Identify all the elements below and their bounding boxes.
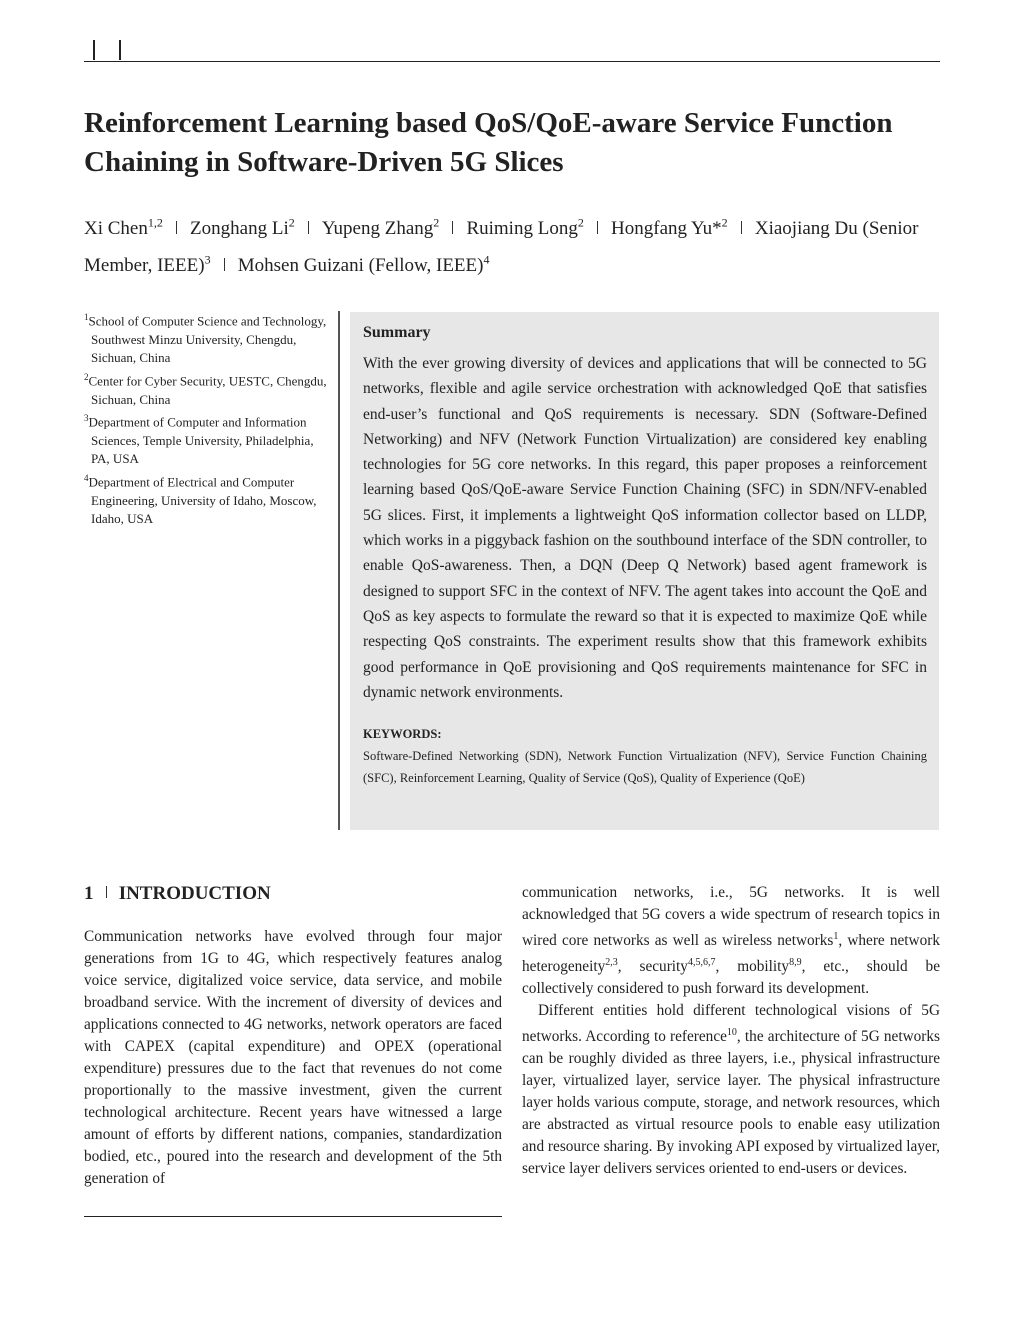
summary-heading: Summary — [363, 324, 431, 341]
citation: 4,5,6,7 — [687, 957, 716, 969]
left-column — [84, 926, 502, 1190]
author: Xiaojiang Du (Senior Member, IEEE)$^3$ — [84, 218, 919, 276]
citation: 10 — [726, 1027, 737, 1039]
author-list — [84, 208, 944, 281]
summary-text: With the ever growing diversity of devices and applications that will be connected to 5G networks, flexible and agile service orchestration with acknowledged QoE that satisfies end-user’s functional and QoS requirements is necessary. SDN (Software-Defined Networking) and NFV (Network Function Virtualization) are considered key enabling technologies for 5G core networks. In this regard, this paper proposes a reinforcement learning based QoS/QoE-aware Service Function Chaining (SFC) in SDN/NFV-enabled 5G slices. First, it implements a lightweight QoS information collector based on LLDP, which works in a piggyback fashion on the southbound interface of the SDN controller, to enable QoS-awareness. Then, a DQN (Deep Q Network) based agent framework is designed to support SFC in the context of NFV. The agent takes into account the QoE and QoS as key aspects to formulate the reward so that it is expected to maximize QoE while respecting QoS constraints. The experiment results show that this framework exhibits good performance in QoE provisioning and QoS requirements maintenance for SFC in dynamic network environments. — [363, 355, 927, 701]
keywords-heading: KEYWORDS: — [363, 727, 442, 742]
paragraph: Different entities hold different technological visions of 5G networks. According to reference$^{10}$, the architecture of 5G networks can be roughly divided as three layers, i.e., physical infrastructure layer, virtualized layer, service layer. The physical infrastructure layer holds various compute, storage, and network resources, which are abstracted as virtual resource pools to enable easy utilization and resource sharing. By invoking API exposed by virtualized layer, service layer delivers services oriented to end-users or devices. — [522, 1002, 940, 1178]
header-rule — [84, 61, 940, 62]
section-title: INTRODUCTION — [118, 883, 271, 904]
author: Yupeng Zhang$^2$ — [321, 216, 440, 240]
author: Xi Chen$^{1,2}$ — [84, 216, 163, 240]
affiliations — [84, 308, 329, 529]
author: Zonghang Li$^2$ — [190, 216, 295, 240]
affiliation: $^3$Department of Computer and Information Sciences, Temple University, Philadelphia, PA, USA — [84, 413, 314, 467]
citation: 2,3 — [605, 957, 618, 969]
affiliation: $^4$Department of Electrical and Computer Engineering, University of Idaho, Moscow, Idaho, USA — [84, 472, 317, 527]
summary-divider — [338, 311, 340, 830]
citation: 1 — [833, 931, 839, 942]
author: Ruiming Long$^2$ — [466, 216, 584, 240]
citation: 8,9 — [789, 957, 802, 969]
affiliation: $^1$School of Computer Science and Technology, Southwest Minzu University, Chengdu, Sichuan, China — [84, 312, 327, 366]
summary-box — [350, 312, 939, 830]
author: Mohsen Guizani (Fellow, IEEE)$^4$ — [237, 252, 490, 276]
paragraph: Communication networks have evolved through four major generations from 1G to 4G, which respectively features analog voice service, digitalized voice service, data service, and mobile broadband service. With the increment of diversity of devices and applications connected to 4G networks, network operators are faced with CAPEX (capital expenditure) and OPEX (operational expenditure) pressures due to the fact that revenues do not come proportionally to the massive investment, given the current technological architecture. Recent years have witnessed a large amount of efforts by different nations, companies, standardization bodied, etc., poured into the research and development of the 5th generation of — [84, 928, 502, 1187]
affiliation: $^2$Center for Cyber Security, UESTC, Chengdu, Sichuan, China — [84, 371, 327, 407]
running-header-marks — [93, 40, 133, 62]
section-number: 1 — [84, 883, 94, 904]
paragraph: communication networks, i.e., 5G networks. It is well acknowledged that 5G covers a wide spectrum of research topics in wired core networks as well as wireless networks$^1$, where network heterogeneity$^{2,3}$, security$^{4,5,6,7}$, mobility$^{8,9}$, etc., should be collectively considered to push forward its development. — [522, 884, 940, 998]
keywords-text: Software-Defined Networking (SDN), Network Function Virtualization (NFV), Service Function Chaining (SFC), Reinforcement Learning, Quality of Service (QoS), Quality of Experience (QoE) — [363, 749, 927, 786]
section-heading — [84, 882, 271, 906]
author: Hongfang Yu*$^2$ — [611, 216, 728, 240]
footnote-rule — [84, 1216, 502, 1217]
paper-title: Reinforcement Learning based QoS/QoE-aware Service Function Chaining in Software-Driven 5G Slices — [84, 107, 893, 178]
right-column — [522, 882, 940, 1180]
